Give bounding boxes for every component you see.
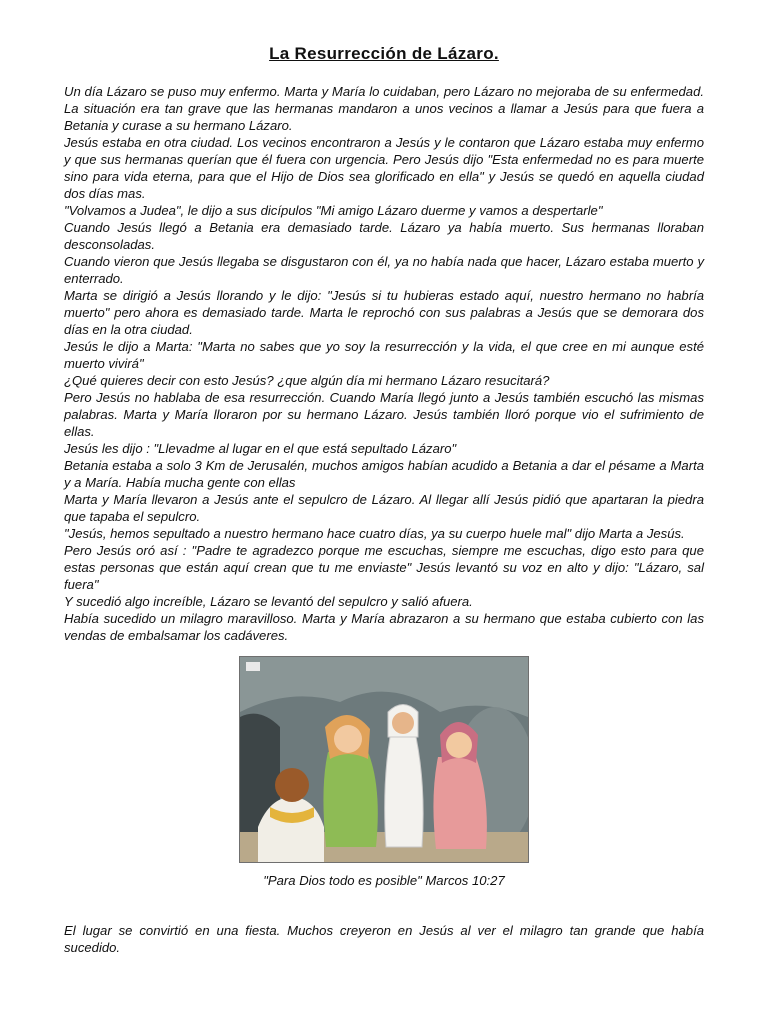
illustration-drawing — [240, 657, 528, 862]
story-paragraph: Cuando Jesús llegó a Betania era demasiado tarde. Lázaro ya había muerto. Sus hermanas lloraban desconsoladas. — [64, 220, 704, 252]
story-paragraph: Jesús le dijo a Marta: "Marta no sabes que yo soy la resurrección y la vida, el que cree en mi aunque esté muerto vivirá" — [64, 339, 704, 371]
story-paragraph: "Jesús, hemos sepultado a nuestro hermano hace cuatro días, ya su cuerpo huele mal" dijo Marta a Jesús. — [64, 526, 685, 541]
story-paragraph: Betania estaba a solo 3 Km de Jerusalén, muchos amigos habían acudido a Betania a dar el pésame a Marta y a María. Había mucha gente con ellas — [64, 458, 704, 490]
story-paragraph: "Volvamos a Judea", le dijo a sus dicípulos "Mi amigo Lázaro duerme y vamos a despertarle" — [64, 203, 603, 218]
story-paragraph: ¿Qué quieres decir con esto Jesús? ¿que algún día mi hermano Lázaro resucitará? — [64, 373, 550, 388]
story-paragraph: Jesús les dijo : "Llevadme al lugar en el que está sepultado Lázaro" — [64, 441, 457, 456]
sister-mary-face — [446, 732, 472, 758]
sister-martha-figure — [323, 752, 377, 847]
lazarus-figure — [385, 737, 423, 847]
lazarus-face — [392, 712, 414, 734]
story-paragraph: Cuando vieron que Jesús llegaba se disgustaron con él, ya no había nada que hacer, Lázaro estaba muerto y enterrado. — [64, 254, 704, 286]
story-body — [64, 83, 704, 644]
sister-mary-figure — [433, 757, 486, 849]
story-paragraph: Y sucedió algo increíble, Lázaro se levantó del sepulcro y salió afuera. — [64, 594, 473, 609]
story-paragraph: Marta y María llevaron a Jesús ante el sepulcro de Lázaro. Al llegar allí Jesús pidió que apartaran la piedra que tapaba el sepulcro. — [64, 492, 704, 524]
document-page — [64, 44, 704, 969]
sister-martha-face — [334, 725, 362, 753]
bible-verse-caption: "Para Dios todo es posible" Marcos 10:27 — [263, 873, 505, 888]
closing-paragraph: El lugar se convirtió en una fiesta. Muchos creyeron en Jesús al ver el milagro tan grande que había sucedido. — [64, 923, 704, 955]
story-paragraph: Pero Jesús no hablaba de esa resurrección. Cuando María llegó junto a Jesús también escuchó las mismas palabras. Marta y María lloraron por su hermano Lázaro. Jesús también lloró porque vio el sufrimiento de ellas. — [64, 390, 704, 439]
resurrection-illustration — [239, 656, 529, 863]
document-title: La Resurrección de Lázaro. — [269, 44, 499, 63]
story-paragraph: Marta se dirigió a Jesús llorando y le dijo: "Jesús si tu hubieras estado aquí, nuestro hermano no habría muerto" pero ahora es demasiado tarde. Marta le reprochó con sus palabras a Jesús que se demorara dos días en la otra ciudad. — [64, 288, 704, 337]
story-paragraph: Jesús estaba en otra ciudad. Los vecinos encontraron a Jesús y le contaron que Lázaro estaba muy enfermo y que sus hermanas querían que él fuera con urgencia. Pero Jesús dijo "Esta enfermedad no es para muerte sino para vida eterna, para que el Hijo de Dios sea glorificado en ella" y Jesús se quedó en aquella ciudad dos días mas. — [64, 135, 704, 201]
story-paragraph: Pero Jesús oró así : "Padre te agradezco porque me escuchas, siempre me escuchas, digo esto para que estas personas que están aquí crean que tu me enviaste" Jesús levantó su voz en alto y dijo: "Lázaro, sal fuera" — [64, 543, 704, 592]
story-paragraph: Había sucedido un milagro maravilloso. Marta y María abrazaron a su hermano que estaba cubierto con las vendas de embalsamar los cadáveres. — [64, 611, 704, 643]
story-paragraph: Un día Lázaro se puso muy enfermo. Marta y María lo cuidaban, pero Lázaro no mejoraba de su enfermedad. La situación era tan grave que las hermanas mandaron a unos vecinos a llamar a Jesús para que fuera a Betania y curase a su hermano Lázaro. — [64, 84, 704, 133]
publisher-logo — [246, 662, 260, 671]
onlooker-head — [275, 768, 309, 802]
